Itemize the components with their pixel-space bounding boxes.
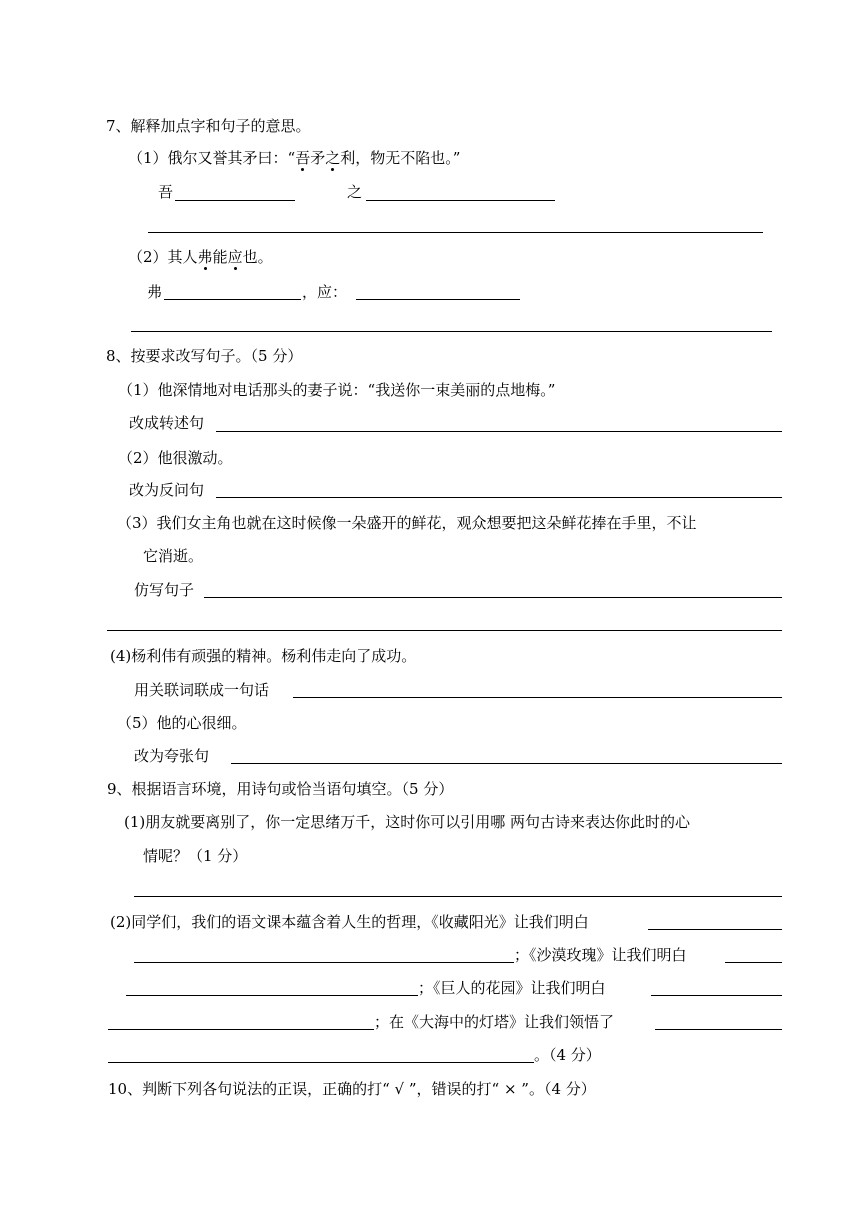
q7-s1-prefix: （1）俄尔又誉其矛曰：“ — [128, 149, 296, 167]
q8-title: 8、按要求改写句子。（5 分） — [106, 347, 303, 365]
q7-title: 7、解释加点字和句子的意思。 — [106, 117, 311, 135]
q8-s3-label: 仿写句子 — [134, 581, 195, 599]
q9-s1-line2: 情呢？（1 分） — [143, 847, 248, 865]
answer-blank-q9-d1[interactable] — [655, 1029, 782, 1030]
answer-blank-q9-a1[interactable] — [648, 929, 782, 930]
q8-s2-text: （2）他很激动。 — [118, 449, 233, 467]
q10-title: 10、判断下列各句说法的正误，正确的打“ √ ”，错误的打“ × ”。（4 分） — [108, 1080, 596, 1098]
q9-s2-line4: ；在《大海中的灯塔》让我们领悟了 — [374, 1013, 615, 1031]
q7-s2-suffix: 也。 — [242, 248, 273, 266]
q8-s1-label: 改成转述句 — [129, 414, 205, 432]
q7-s1-mid: 矛 — [310, 149, 326, 167]
q9-s2-line1: (2)同学们，我们的语文课本蕴含着人生的哲理，《收藏阳光》让我们明白 — [110, 913, 589, 931]
answer-line-q8-s1[interactable] — [216, 431, 782, 432]
q8-s4-text: (4)杨利伟有顽强的精神。杨利伟走向了成功。 — [110, 647, 417, 665]
q8-s5-text: （5）他的心很细。 — [117, 714, 247, 732]
answer-blank-wu[interactable] — [175, 200, 295, 201]
dotted-char-wu: 吾 — [295, 149, 311, 167]
q7-s1-label-wu: 吾 — [158, 183, 174, 201]
q8-s2-label: 改为反问句 — [129, 481, 205, 499]
answer-blank-q9-b2[interactable] — [126, 995, 418, 996]
q8-s5-label: 改为夸张句 — [134, 747, 210, 765]
q9-s2-line3: ；《巨人的花园》让我们明白 — [418, 979, 606, 997]
dotted-char-ying: 应 — [227, 248, 243, 266]
q7-s2-label-fu: 弗 — [147, 283, 163, 301]
answer-blank-q9-b1[interactable] — [725, 962, 782, 963]
answer-blank-q9-c2[interactable] — [108, 1029, 374, 1030]
q7-s2-label-ying: ，应： — [302, 283, 348, 301]
answer-blank-ying[interactable] — [356, 299, 520, 300]
answer-line-q7-s2[interactable] — [131, 331, 772, 332]
answer-line-q8-s5[interactable] — [231, 763, 782, 764]
q8-s1-text: （1）他深情地对电话那头的妻子说：“我送你一束美丽的点地梅。” — [118, 381, 556, 399]
answer-line-q8-s2[interactable] — [216, 497, 782, 498]
q9-s1-line1: (1)朋友就要离别了，你一定思绪万千，这时你可以引用哪 两句古诗来表达你此时的心 — [124, 813, 691, 831]
answer-line-q8-s3-b[interactable] — [107, 630, 782, 631]
answer-blank-q9-c1[interactable] — [651, 995, 782, 996]
q9-s2-line2: ；《沙漠玫瑰》让我们明白 — [514, 946, 687, 964]
answer-line-q8-s4[interactable] — [293, 697, 782, 698]
answer-line-q8-s3-a[interactable] — [204, 597, 782, 598]
q7-s2-prefix: （2）其人 — [128, 248, 198, 266]
answer-blank-q9-d2[interactable] — [108, 1062, 534, 1063]
q8-s4-label: 用关联词联成一句话 — [134, 681, 270, 699]
q8-s3-text-line2: 它消逝。 — [143, 547, 204, 565]
q7-s1-suffix: 利，物无不陷也。” — [340, 149, 461, 167]
q7-s1-label-zhi: 之 — [347, 183, 363, 201]
answer-blank-fu[interactable] — [164, 299, 301, 300]
q7-sentence-2 — [128, 248, 273, 266]
answer-line-q7-s1[interactable] — [148, 232, 763, 233]
q8-s3-text-line1: （3）我们女主角也就在这时候像一朵盛开的鲜花，观众想要把这朵鲜花捧在手里，不让 — [117, 514, 697, 532]
q7-s2-mid: 能 — [212, 248, 228, 266]
dotted-char-fu: 弗 — [197, 248, 213, 266]
answer-blank-zhi[interactable] — [366, 200, 555, 201]
q9-s2-line5: 。（4 分） — [534, 1046, 601, 1064]
q9-title: 9、根据语言环境，用诗句或恰当语句填空。（5 分） — [107, 780, 454, 798]
answer-blank-q9-a2[interactable] — [134, 962, 514, 963]
answer-line-q9-s1[interactable] — [134, 896, 782, 897]
dotted-char-zhi: 之 — [325, 149, 341, 167]
q7-sentence-1 — [128, 149, 460, 167]
